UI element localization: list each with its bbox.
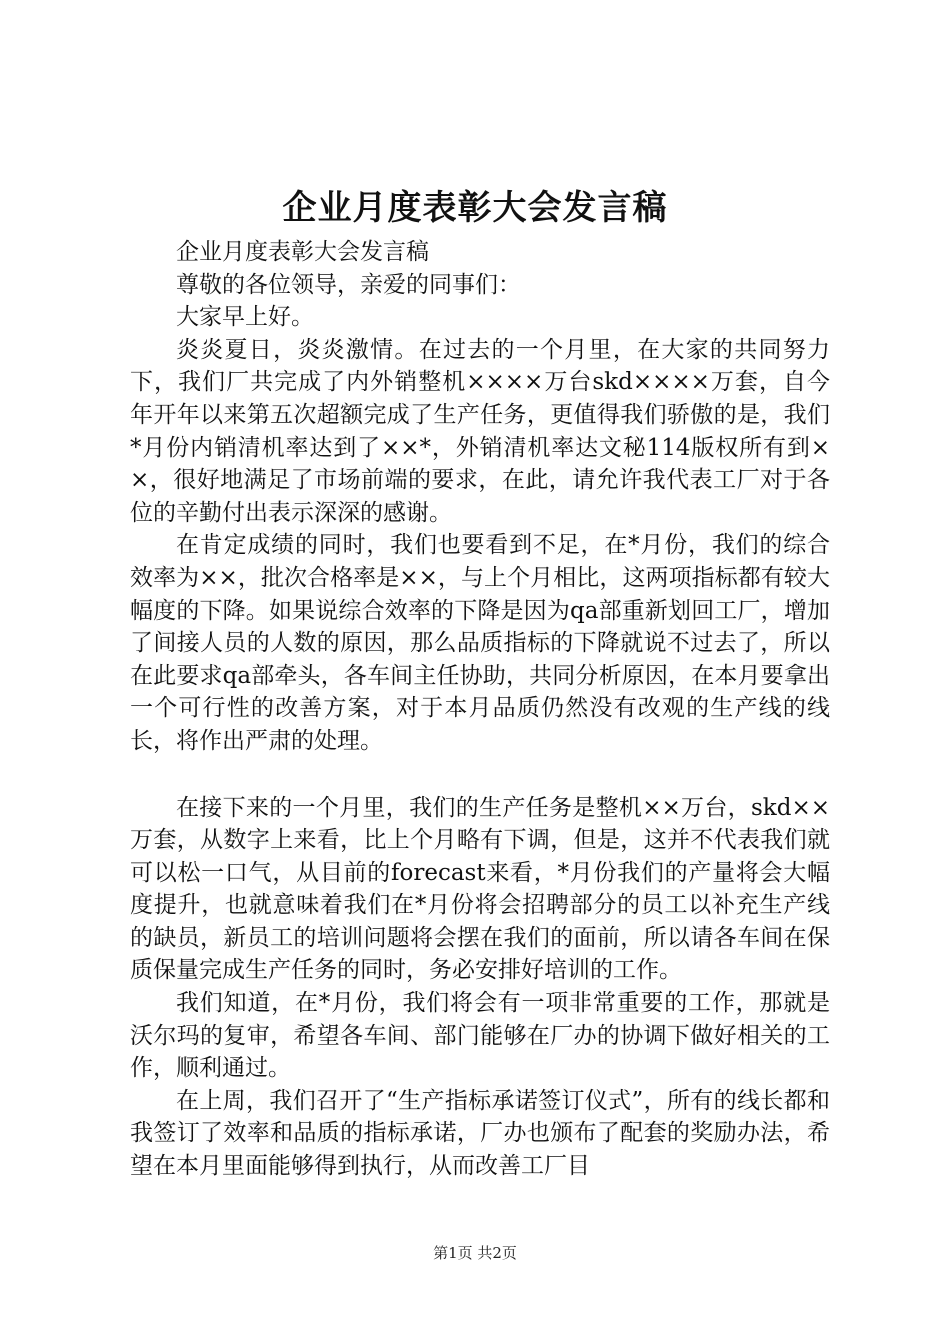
page-number: 第1页 共2页 xyxy=(433,1244,517,1262)
paragraph-commitment: 在上周，我们召开了“生产指标承诺签订仪式”，所有的线长都和我签订了效率和品质的指标承诺，厂办也颁布了配套的奖励办法，希望在本月里面能够得到执行，从而改善工厂目 xyxy=(130,1087,830,1180)
paragraph-achievements: 炎炎夏日，炎炎激情。在过去的一个月里，在大家的共同努力下，我们厂共完成了内外销整机××××万台skd××××万套，自今年开年以来第五次超额完成了生产任务，更值得我们骄傲的是，我们*月份内销清机率达到了××*，外销清机率达文秘114版权所有到××，很好地满足了市场前端的要求，在此，请允许我代表工厂对于各位的辛勤付出表示深深的感谢。 xyxy=(130,336,830,526)
document-title: 企业月度表彰大会发言稿 xyxy=(282,188,668,228)
paragraph-walmart-audit: 我们知道，在*月份，我们将会有一项非常重要的工作，那就是沃尔玛的复审，希望各车间、部门能够在厂办的协调下做好相关的工作，顺利通过。 xyxy=(130,990,830,1082)
subtitle-line: 企业月度表彰大会发言稿 xyxy=(176,239,429,265)
greeting: 大家早上好。 xyxy=(176,304,314,331)
document-body xyxy=(130,236,830,1183)
paragraph-shortcomings: 在肯定成绩的同时，我们也要看到不足，在*月份，我们的综合效率为××，批次合格率是××，与上个月相比，这两项指标都有较大幅度的下降。如果说综合效率的下降是因为qa部重新划回工厂，增加了间接人员的人数的原因，那么品质指标的下降就说不过去了，所以在此要求qa部牵头，各车间主任协助，共同分析原因，在本月要拿出一个可行性的改善方案，对于本月品质仍然没有改观的生产线的线长，将作出严肃的处理。 xyxy=(130,532,830,754)
paragraph-next-month: 在接下来的一个月里，我们的生产任务是整机××万台，skd××万套，从数字上来看，比上个月略有下调，但是，这并不代表我们就可以松一口气，从目前的forecast来看，*月份我们的产量将会大幅度提升，也就意味着我们在*月份将会招聘部分的员工以补充生产线的缺员，新员工的培训问题将会摆在我们的面前，所以请各车间在保质保量完成生产任务的同时，务必安排好培训的工作。 xyxy=(130,794,830,984)
salutation: 尊敬的各位领导，亲爱的同事们： xyxy=(176,271,521,298)
